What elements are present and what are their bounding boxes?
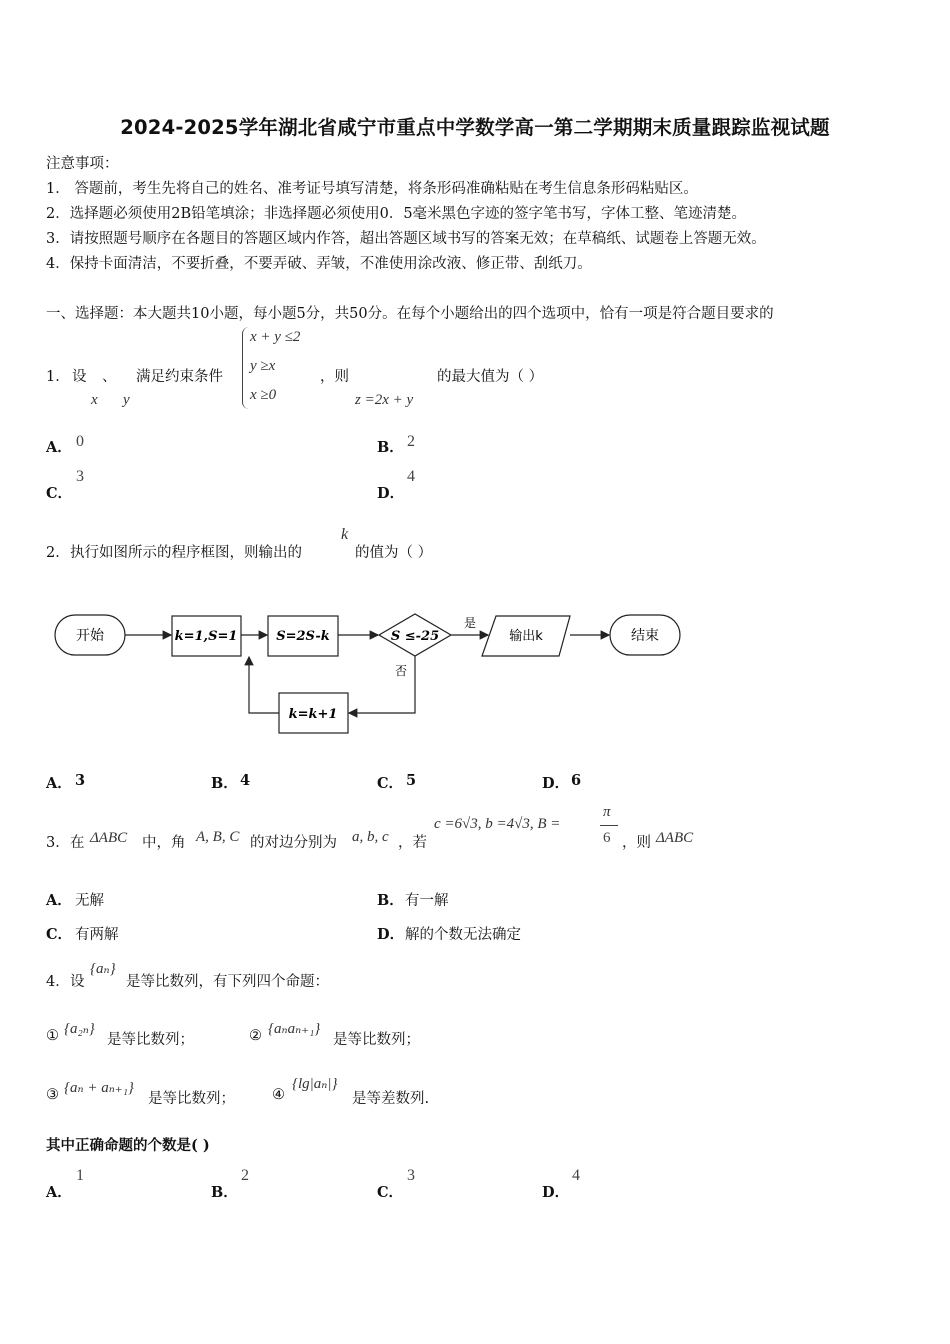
constraint-1: x + y ≤2 — [250, 329, 301, 345]
option-label: C． — [46, 485, 73, 502]
question-text: 的最大值为（ ） — [437, 369, 544, 385]
option-label: D． — [377, 926, 405, 943]
flow-no-label: 否 — [394, 664, 408, 678]
math-var-x: x — [91, 392, 98, 408]
statement-text: 是等比数列； — [148, 1091, 235, 1107]
constraint-2: y ≥x — [250, 358, 276, 374]
math-var-y: y — [123, 392, 130, 408]
flow-update-label: S=2S-k — [276, 629, 330, 644]
statement-marker: ① — [46, 1028, 59, 1044]
math-triangle: ΔABC — [656, 830, 694, 846]
option-value: 2 — [241, 1167, 249, 1184]
option-value: 0 — [76, 433, 84, 450]
constraint-brace — [242, 327, 249, 409]
question-text: 在 — [70, 835, 85, 851]
math-var-k: k — [341, 526, 349, 543]
statement-text: 是等比数列； — [333, 1032, 420, 1048]
statement-text: 是等差数列. — [352, 1091, 430, 1107]
option-label: D． — [542, 775, 570, 792]
option-value: 2 — [407, 433, 415, 450]
question-text: 设 — [70, 974, 85, 990]
math-expression: {lg|aₙ|} — [292, 1076, 338, 1092]
option-value: 5 — [406, 772, 417, 789]
flow-start-label: 开始 — [76, 628, 104, 644]
option-label: B． — [377, 439, 404, 456]
option-value: 4 — [407, 468, 415, 485]
math-frac-num: π — [603, 804, 611, 820]
flow-incr-label: k=k+1 — [288, 707, 338, 722]
question-number: 4． — [46, 974, 70, 990]
math-triangle: ΔABC — [90, 830, 128, 846]
statement-marker: ④ — [272, 1087, 285, 1103]
notice-item: 1． 答题前，考生先将自己的姓名、准考证号填写清楚，将条形码准确粘贴在考生信息条形码粘贴区。 — [46, 181, 698, 197]
option-value: 有两解 — [75, 927, 119, 943]
question-number: 3． — [46, 835, 70, 851]
question-prompt: 其中正确命题的个数是( ) — [46, 1137, 210, 1154]
notice-item: 4．保持卡面清洁，不要折叠，不要弄破、弄皱，不准使用涂改液、修正带、刮纸刀。 — [46, 256, 592, 272]
option-value: 6 — [571, 772, 582, 789]
fraction-bar — [600, 825, 618, 826]
option-label: D． — [377, 485, 405, 502]
math-expression: {aₙ + aₙ₊₁} — [64, 1080, 134, 1096]
math-expression: {a₂ₙ} — [64, 1021, 95, 1037]
option-value: 3 — [76, 468, 84, 485]
question-text: 、 — [102, 369, 117, 385]
question-text: ，则 — [320, 369, 349, 385]
option-label: B． — [211, 775, 238, 792]
flow-decision-label: S ≤-25 — [390, 629, 440, 644]
notice-item: 2．选择题必须使用2B铅笔填涂；非选择题必须使用0．5毫米黑色字迹的签字笔书写，字体工整、笔迹清楚。 — [46, 206, 747, 222]
option-label: B． — [211, 1184, 238, 1201]
math-sequence: {aₙ} — [90, 961, 116, 977]
math-angles: A, B, C — [196, 829, 240, 845]
option-label: A． — [46, 1184, 72, 1201]
option-label: C． — [377, 1184, 404, 1201]
statement-marker: ③ — [46, 1087, 59, 1103]
option-label: B． — [377, 892, 404, 909]
option-label: A． — [46, 775, 72, 792]
option-value: 4 — [572, 1167, 580, 1184]
option-label: D． — [542, 1184, 570, 1201]
flow-arrow — [249, 657, 279, 713]
constraint-3: x ≥0 — [250, 387, 277, 403]
statement-marker: ② — [249, 1028, 262, 1044]
option-value: 1 — [76, 1167, 84, 1184]
question-text: 的值为（ ） — [355, 545, 433, 561]
flow-end-label: 结束 — [631, 628, 659, 644]
option-label: C． — [46, 926, 73, 943]
option-value: 3 — [407, 1167, 415, 1184]
option-value: 3 — [75, 772, 86, 789]
question-text: ，若 — [398, 835, 427, 851]
option-value: 有一解 — [405, 893, 449, 909]
question-text: 满足约束条件 — [136, 369, 223, 385]
flow-yes-label: 是 — [463, 616, 477, 630]
section-heading: 一、选择题：本大题共10小题，每小题5分，共50分。在每个小题给出的四个选项中，恰有一项是符合题目要求的 — [46, 306, 774, 322]
question-text: ，则 — [622, 835, 651, 851]
question-text: 执行如图所示的程序框图，则输出的 — [70, 545, 302, 561]
math-expression: {aₙaₙ₊₁} — [268, 1021, 321, 1037]
question-text: 的对边分别为 — [250, 835, 337, 851]
question-number: 2． — [46, 545, 70, 561]
math-frac-den: 6 — [603, 830, 611, 846]
question-text: 设 — [72, 369, 87, 385]
notice-item: 3．请按照题号顺序在各题目的答题区域内作答，超出答题区域书写的答案无效；在草稿纸、试题卷上答题无效。 — [46, 231, 766, 247]
math-sides: a, b, c — [352, 829, 389, 845]
math-condition: c =6√3, b =4√3, B = — [434, 816, 561, 832]
question-text: 是等比数列，有下列四个命题： — [126, 974, 329, 990]
option-value: 4 — [240, 772, 251, 789]
statement-text: 是等比数列； — [107, 1032, 194, 1048]
option-value: 无解 — [75, 893, 104, 909]
math-expression: z =2x + y — [355, 392, 414, 408]
option-label: C． — [377, 775, 404, 792]
option-label: A． — [46, 439, 72, 456]
option-label: A． — [46, 892, 72, 909]
question-number: 1． — [46, 369, 70, 385]
question-text: 中，角 — [142, 835, 186, 851]
notice-heading: 注意事项： — [46, 156, 119, 172]
flow-init-label: k=1,S=1 — [174, 629, 238, 644]
page-title: 2024-2025学年湖北省咸宁市重点中学数学高一第二学期期末质量跟踪监视试题 — [120, 116, 830, 139]
flowchart — [0, 600, 700, 750]
flow-output-label: 输出k — [509, 629, 543, 644]
option-value: 解的个数无法确定 — [405, 927, 521, 943]
